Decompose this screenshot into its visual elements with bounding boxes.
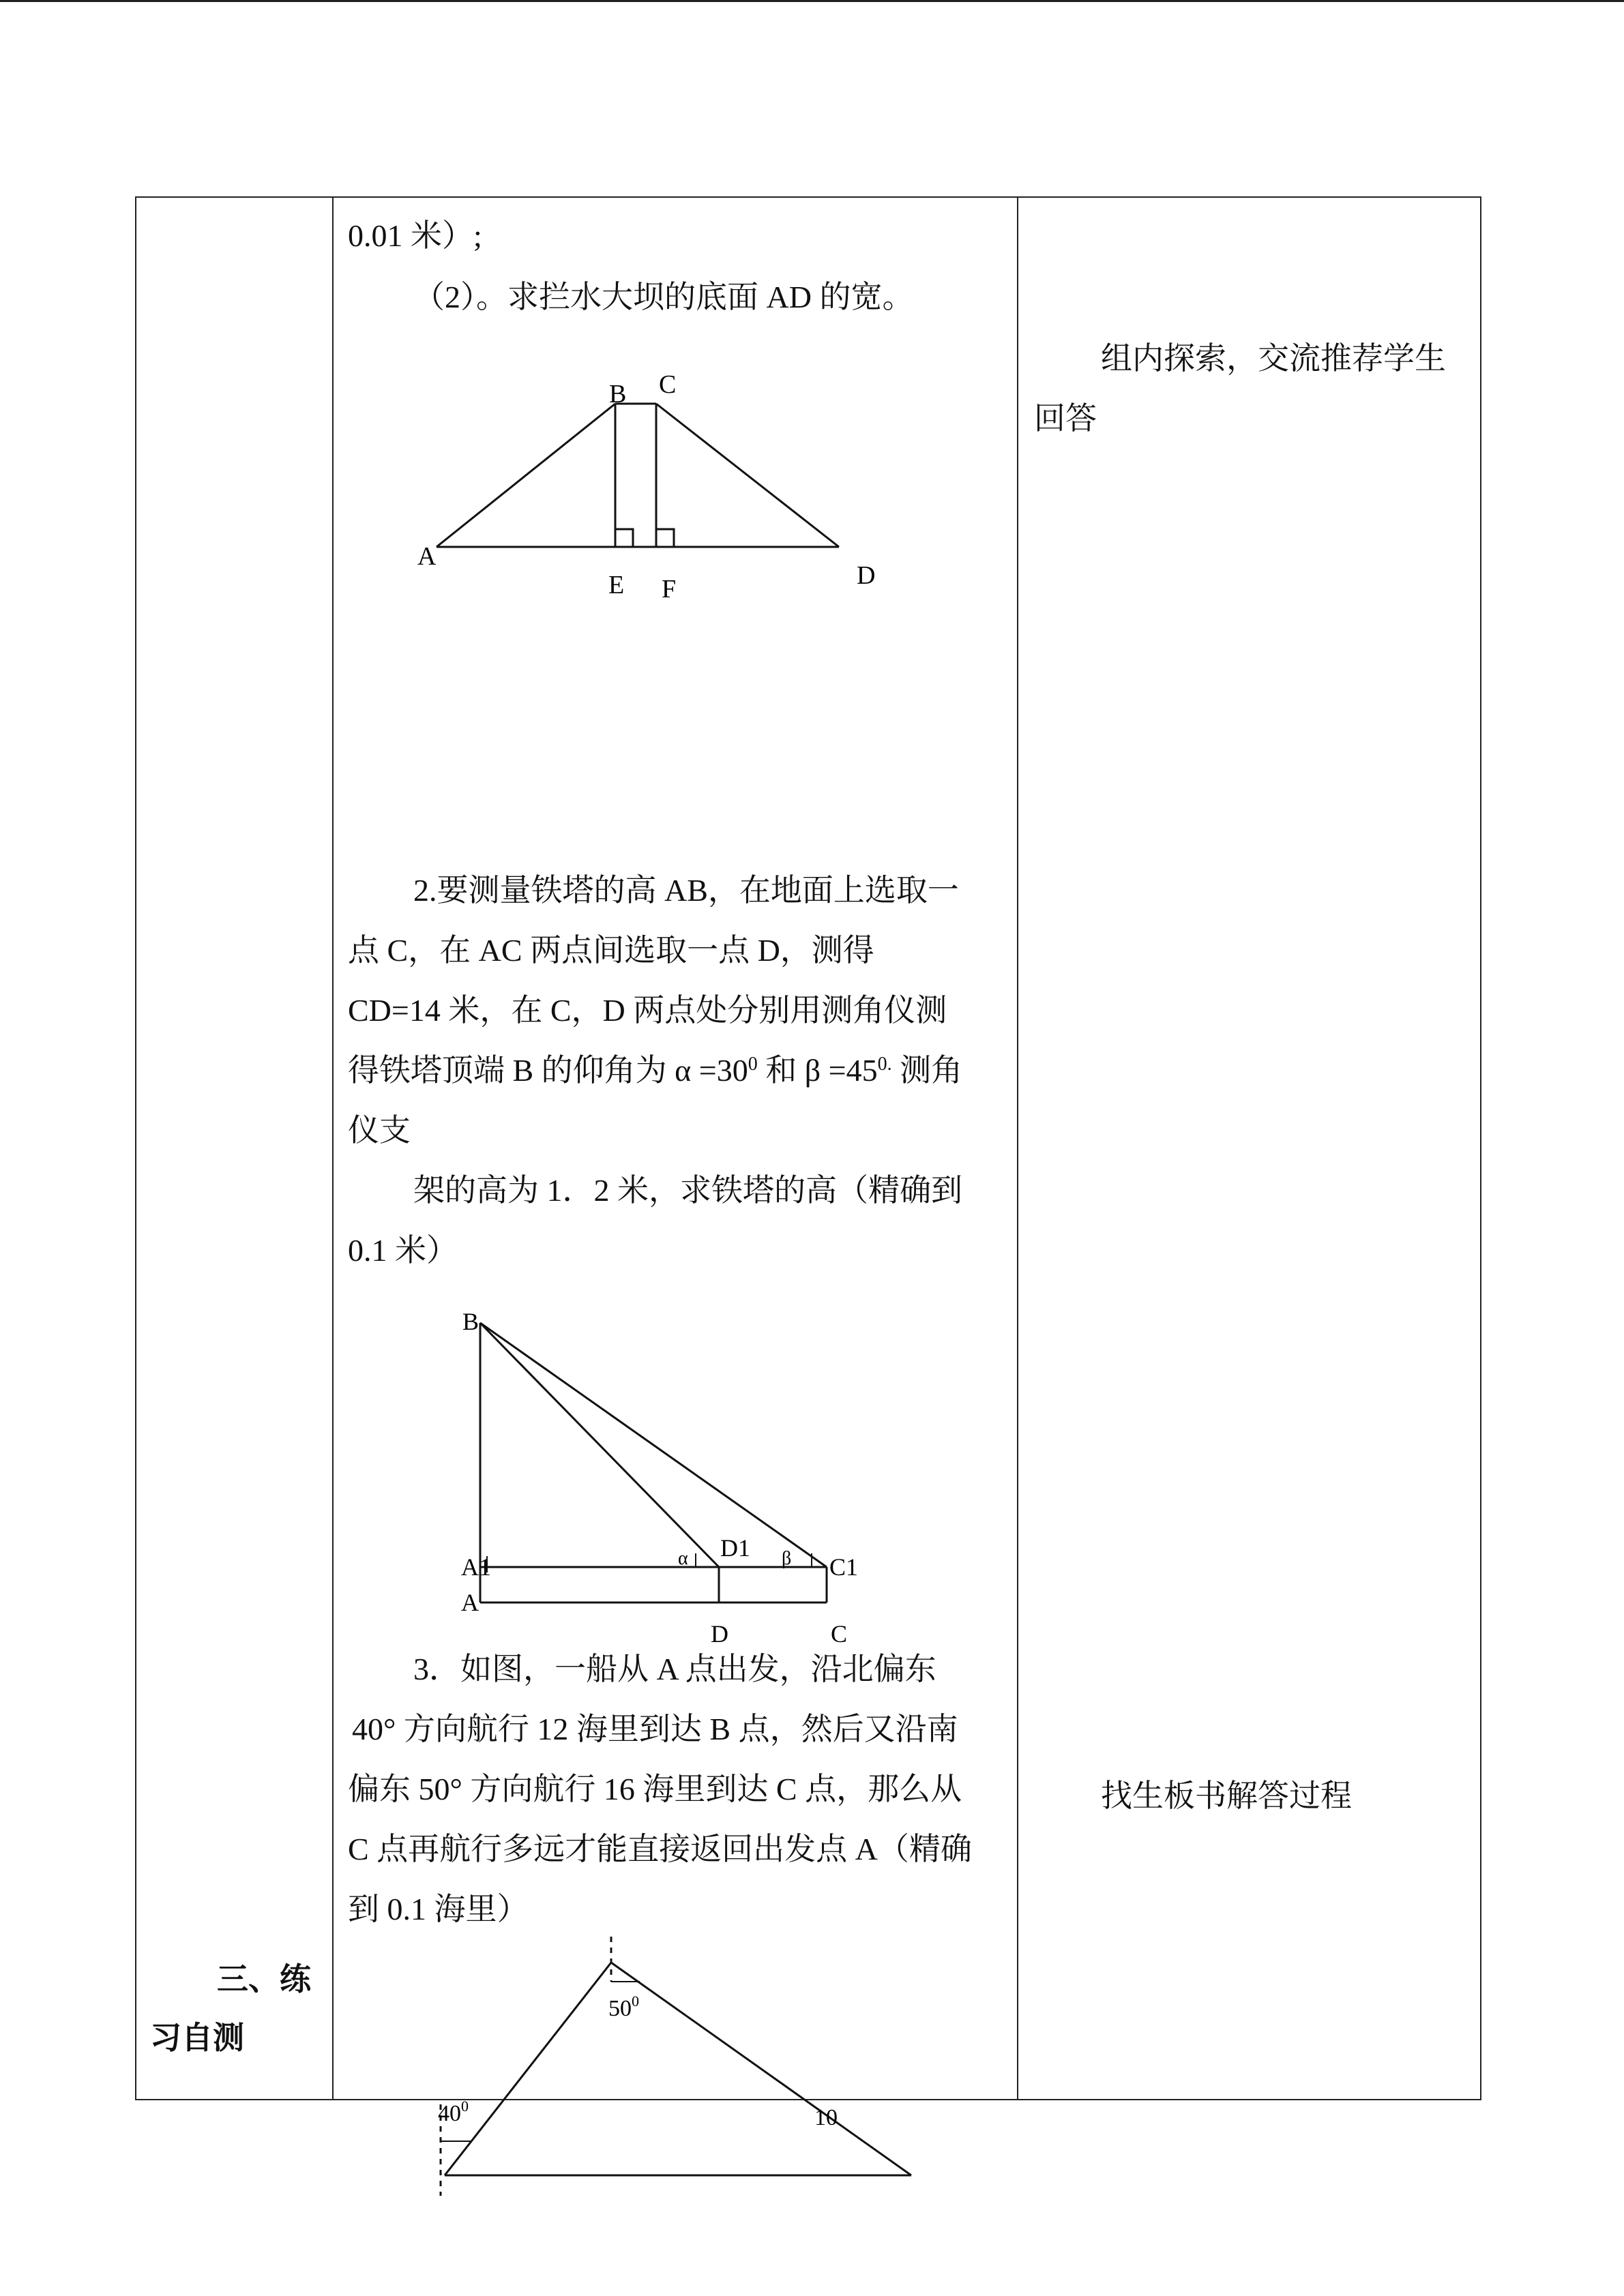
prev-problem-line1: 0.01 米）;: [348, 218, 482, 253]
fig2-label-d1: D1: [720, 1534, 750, 1562]
page-top-rule: [0, 0, 1624, 2]
tower-figure: [450, 1302, 887, 1657]
fig2-label-c: C: [831, 1620, 848, 1648]
fig2-label-beta: β: [782, 1548, 792, 1569]
fig3-angle-top: $50^0$: [608, 1993, 639, 2021]
fig1-label-f: F: [662, 575, 677, 603]
fig2-label-alpha: α: [678, 1548, 688, 1569]
teacher-note-1-line1: 组内探索，交流推荐学生: [1101, 341, 1446, 376]
teacher-note-2: 找生板书解答过程: [1101, 1778, 1352, 1813]
problem3-line4: C 点再航行多远才能直接返回出发点 A（精确: [348, 1832, 972, 1866]
prev-problem-line2: （2）。求拦水大坝的底面 AD 的宽。: [413, 280, 914, 314]
fig3-angle-right: 10: [814, 2105, 838, 2130]
problem2-line5: 仪支: [348, 1113, 411, 1148]
column-divider-2: [1017, 196, 1018, 2100]
problem2-line6: 架的高为 1．2 米，求铁塔的高（精确到: [413, 1173, 962, 1208]
problem2-line7: 0.1 米）: [348, 1233, 458, 1268]
problem2-line4: 得铁塔顶端 B 的仰角为 $\alpha =30^0$ 和 $\beta =45^{0.}$ 测角: [348, 1053, 963, 1088]
fig1-label-e: E: [608, 571, 625, 599]
fig2-label-a: A: [461, 1589, 479, 1616]
fig1-label-d: D: [857, 561, 876, 590]
problem3-line2: 40° 方向航行 12 海里到达 B 点，然后又沿南: [352, 1712, 958, 1746]
problem3-line5: 到 0.1 海里）: [348, 1892, 529, 1926]
fig2-label-b: B: [462, 1308, 479, 1335]
teacher-note-1-line2: 回答: [1034, 401, 1097, 436]
ship-route-figure: [409, 1923, 928, 2209]
section-title-line2: 习自测: [150, 2019, 244, 2056]
problem2-line2: 点 C，在 AC 两点间选取一点 D，测得: [348, 933, 874, 968]
fig3-angle-left: $40^0$: [438, 2098, 469, 2126]
problem3-line1: 3．如图，一船从 A 点出发，沿北偏东: [413, 1652, 936, 1686]
problem2-line3: CD=14 米，在 C，D 两点处分别用测角仪测: [348, 993, 947, 1028]
problem3-line3: 偏东 50° 方向航行 16 海里到达 C 点，那么从: [348, 1772, 962, 1806]
fig2-label-d: D: [711, 1620, 728, 1648]
section-title-line1: 三、练: [217, 1960, 311, 1997]
dam-trapezoid-figure: [409, 368, 887, 614]
fig1-label-a: A: [417, 542, 437, 571]
column-divider-1: [332, 196, 334, 2100]
fig2-label-c1: C1: [829, 1553, 859, 1581]
problem2-line1: 2.要测量铁塔的高 AB，在地面上选取一: [413, 873, 959, 908]
fig1-label-b: B: [609, 380, 627, 408]
fig1-label-c: C: [659, 370, 677, 399]
fig2-label-a1: A1: [461, 1553, 491, 1581]
